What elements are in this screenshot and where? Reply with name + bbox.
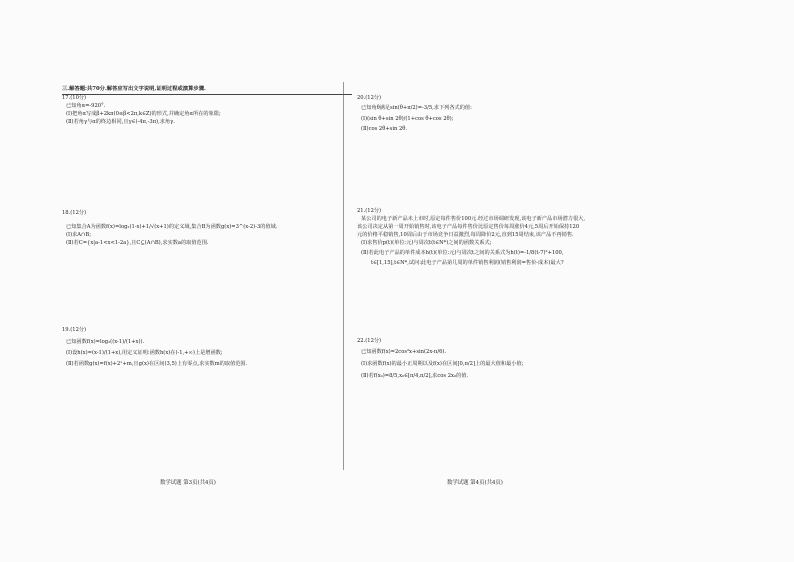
- question-19-line: 已知函数f(x)=log₂((x-1)/(1+x)).: [66, 339, 145, 345]
- question-19-line: (Ⅰ)设h(x)=(x-1)/(1+x),用定义证明:函数h(x)在(-1,+∞)上是增函数;: [66, 350, 223, 356]
- page-3-footer: 数学试题 第3页(共4页): [160, 480, 216, 486]
- question-21-line: 某公司的电子新产品未上市时,原定每件售价100元.经过市场调研发现,该电子新产品市场潜力很大,: [361, 216, 585, 222]
- question-18-number: 18.(12分): [62, 210, 87, 216]
- question-18-line: (Ⅱ)若C={x|a-1<x<1-2a},且C⊆(A∩B),求实数a的取值范围.: [66, 240, 209, 246]
- question-22-number: 22.(12分): [357, 338, 382, 344]
- question-20-line: 已知角θ满足sin(θ+π/2)=-3/5,求下列各式的值:: [361, 105, 472, 111]
- question-22-line: (Ⅱ)若f(x₀)=8/5,x₀∈[π/4,π/2],求cos 2x₀的值.: [361, 373, 469, 379]
- page-4-footer: 数学试题 第4页(共4页): [447, 480, 503, 486]
- question-17-line: (Ⅰ)把角α写成β+2kπ(0≤β<2π,k∈Z)的形式,并确定角α所在的象限;: [66, 111, 221, 117]
- page-3: [62, 85, 352, 367]
- question-19-number: 19.(12分): [62, 327, 87, 333]
- question-17: [62, 94, 352, 126]
- page-divider: [343, 82, 344, 470]
- question-21-line: t∈[1,15],t∈N*,试问:此电子产品第几周的单件销售利润(销售利润=售价-成本)最大?: [371, 260, 564, 266]
- question-21-line: (Ⅰ)求售价p(t)(单位:元)与周次t(t∈N*)之间的函数关系式;: [361, 240, 492, 246]
- question-21-line: 该公司决定从第一周开始销售时,该电子产品每件售价比原定售价每周涨价4元,5周后开始保持120: [357, 224, 580, 230]
- question-22: [357, 337, 657, 380]
- question-17-number: 17.(10分): [62, 95, 87, 101]
- question-17-line: 已知角α=-920°.: [66, 103, 106, 109]
- question-18-line: 已知集合A为函数f(x)=log₂(1-x)+1/√(x+1)的定义域,集合B为函数g(x)=3^(x-2)-3的值域.: [66, 224, 278, 230]
- question-21: [357, 207, 657, 267]
- question-22-line: 已知函数f(x)=2cos²x+sin(2x-π/6).: [361, 349, 447, 355]
- question-19: [62, 326, 352, 368]
- question-20: [357, 94, 657, 133]
- question-18-line: (Ⅰ)求A∩B;: [66, 232, 91, 238]
- question-20-line: (Ⅱ)cos 2θ+sin 2θ.: [361, 126, 408, 132]
- question-22-line: (Ⅰ)求函数f(x)的最小正周期以及f(x)在区间[0,π/2]上的最大值和最小值;: [361, 361, 524, 367]
- question-21-line: 元的价格平稳销售,10周后由于市场竞争日益激烈,每周降价2元,直到15周结束,该产品不再销售.: [357, 232, 574, 238]
- question-17-line: (Ⅱ)若角γ与α的终边相同,且γ∈(-4π,-3π),求角γ.: [66, 119, 175, 125]
- question-20-line: (Ⅰ)(sin θ+sin 2θ)/(1+cos θ+cos 2θ);: [361, 116, 454, 122]
- question-19-line: (Ⅱ)若函数g(x)=f(x)+2ˣ+m,且g(x)在区间(3,5)上有零点,求实数m的取值范围.: [66, 361, 248, 367]
- section-heading: 三.解答题:共70分.解答应写出文字说明,证明过程或演算步骤.: [62, 85, 352, 95]
- question-20-number: 20.(12分): [357, 95, 382, 101]
- question-18: [62, 209, 352, 247]
- question-21-number: 21.(12分): [357, 208, 382, 214]
- question-21-line: (Ⅱ)若此电子产品的单件成本h(t)(单位:元)与周次t之间的关系式为h(t)=-1/8(t-7)²+100,: [361, 250, 564, 256]
